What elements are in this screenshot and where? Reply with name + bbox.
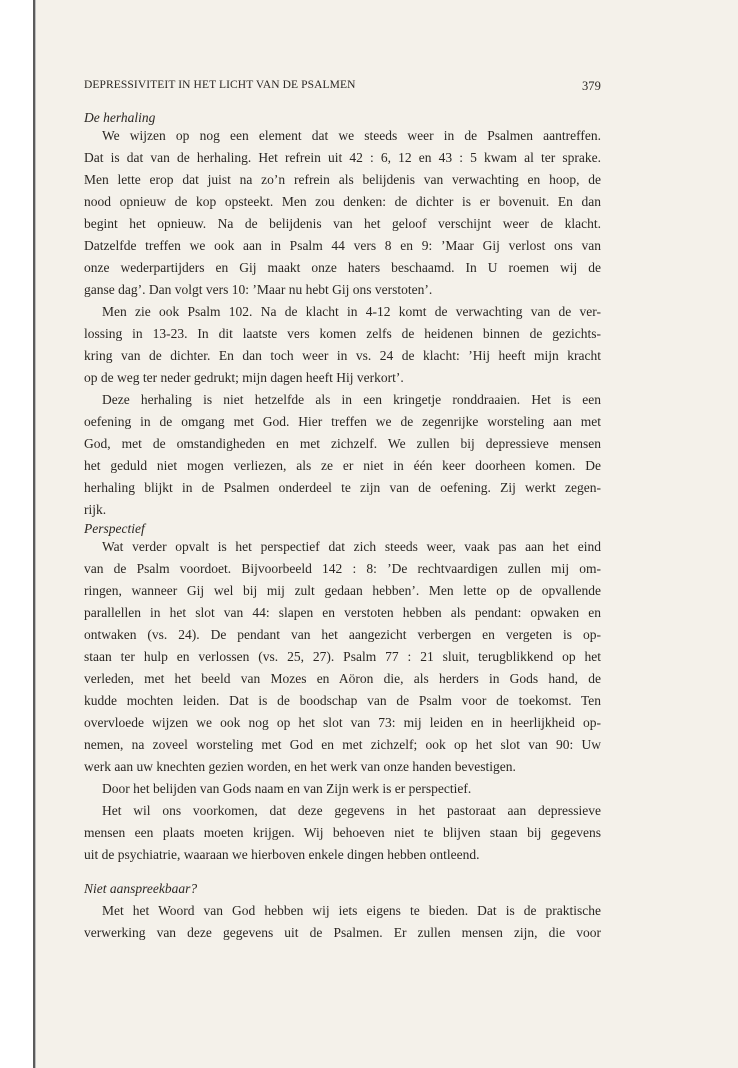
text-line: Men zie ook Psalm 102. Na de klacht in 4-12 komt de verwachting van de ver- bbox=[102, 304, 601, 319]
text-line: kring van de dichter. En dan toch weer in vs. 24 de klacht: ’Hij heeft mijn kracht bbox=[84, 348, 601, 363]
text-line: Wat verder opvalt is het perspectief dat zich steeds weer, vaak pas aan het eind bbox=[102, 539, 601, 554]
text-line: verleden, met het beeld van Mozes en Aöron die, als herders in Gods hand, de bbox=[84, 671, 601, 686]
running-title: DEPRESSIVITEIT IN HET LICHT VAN DE PSALMEN bbox=[84, 79, 356, 91]
text-line: We wijzen op nog een element dat we steeds weer in de Psalmen aantreffen. bbox=[102, 128, 601, 143]
text-line: ganse dag’. Dan volgt vers 10: ’Maar nu hebt Gij ons verstoten’. bbox=[84, 282, 433, 297]
text-line: nood opnieuw de kop opsteekt. Men zou denken: de dichter is er bovenuit. En dan bbox=[84, 194, 601, 209]
text-line: van de Psalm voordoet. Bijvoorbeeld 142 : 8: ’De rechtvaardigen zullen mij om- bbox=[84, 561, 601, 576]
text-line: het geduld niet mogen verliezen, als ze er niet in één keer doorheen komen. De bbox=[84, 458, 601, 473]
section-heading-perspectief: Perspectief bbox=[84, 521, 145, 536]
text-line: parallellen in het slot van 44: slapen en verstoten hebben als pendant: opwaken en bbox=[84, 605, 601, 620]
text-line: nemen, na zoveel worsteling met God en met zichzelf; ook op het slot van 90: Uw bbox=[84, 737, 601, 752]
text-line: oefening in de omgang met God. Hier treffen we de zegenrijke worsteling aan met bbox=[84, 414, 601, 429]
text-line: rijk. bbox=[84, 502, 107, 517]
text-line: Door het belijden van Gods naam en van Zijn werk is er perspectief. bbox=[102, 781, 472, 796]
text-line: op de weg ter neder gedrukt; mijn dagen heeft Hij verkort’. bbox=[84, 370, 404, 385]
text-line: Deze herhaling is niet hetzelfde als in een kringetje ronddraaien. Het is een bbox=[102, 392, 601, 407]
text-line: uit de psychiatrie, waaraan we hierboven enkele dingen hebben ontleend. bbox=[84, 847, 480, 862]
text-line: mensen een plaats moeten krijgen. Wij behoeven niet te blijven staan bij gegevens bbox=[84, 825, 601, 840]
scan-edge bbox=[0, 0, 36, 1068]
text-line: ringen, wanneer Gij wel bij mij zult gedaan hebben’. Men lette op de opvallende bbox=[84, 583, 601, 598]
text-line: God, met de omstandigheden en met zichzelf. We zullen bij depressieve mensen bbox=[84, 436, 601, 451]
text-line: staan ter hulp en verlossen (vs. 25, 27). Psalm 77 : 21 sluit, terugblikkend op het bbox=[84, 649, 601, 664]
text-line: Datzelfde treffen we ook aan in Psalm 44 vers 8 en 9: ’Maar Gij verlost ons van bbox=[84, 238, 601, 253]
text-line: werk aan uw knechten gezien worden, en het werk van onze handen bevestigen. bbox=[84, 759, 516, 774]
text-line: herhaling blijkt in de Psalmen onderdeel te zijn van de oefening. Zij werkt zegen- bbox=[84, 480, 601, 495]
section-heading-niet-aanspreekbaar: Niet aanspreekbaar? bbox=[84, 881, 198, 896]
running-head bbox=[84, 79, 601, 97]
text-line: Dat is dat van de herhaling. Het refrein uit 42 : 6, 12 en 43 : 5 kwam al ter sprake. bbox=[84, 150, 601, 165]
section-heading-herhaling: De herhaling bbox=[84, 110, 156, 125]
text-line: verwerking van deze gegevens uit de Psalmen. Er zullen mensen zijn, die voor bbox=[84, 925, 601, 940]
text-line: Het wil ons voorkomen, dat deze gegevens in het pastoraat aan depressieve bbox=[102, 803, 601, 818]
text-line: begint het opnieuw. Na de belijdenis van het geloof verschijnt weer de klacht. bbox=[84, 216, 601, 231]
text-line: ontwaken (vs. 24). De pendant van het aangezicht verbergen en vergeten is op- bbox=[84, 627, 601, 642]
text-line: kudde mochten leiden. Dat is de boodschap van de Psalm voor de toekomst. Ten bbox=[84, 693, 601, 708]
text-line: onze wederpartijders en Gij maakt onze haters beschaamd. In U roemen wij de bbox=[84, 260, 601, 275]
text-line: overvloede wijzen we ook nog op het slot van 73: mij leiden en in heerlijkheid op- bbox=[84, 715, 601, 730]
text-line: Men lette erop dat juist na zo’n refrein als belijdenis van verwachting en hoop, de bbox=[84, 172, 601, 187]
page-number: 379 bbox=[581, 79, 601, 93]
text-line: Met het Woord van God hebben wij iets eigens te bieden. Dat is de praktische bbox=[102, 903, 601, 918]
text-line: lossing in 13-23. In dit laatste vers komen zelfs de heidenen binnen de gezichts- bbox=[84, 326, 601, 341]
